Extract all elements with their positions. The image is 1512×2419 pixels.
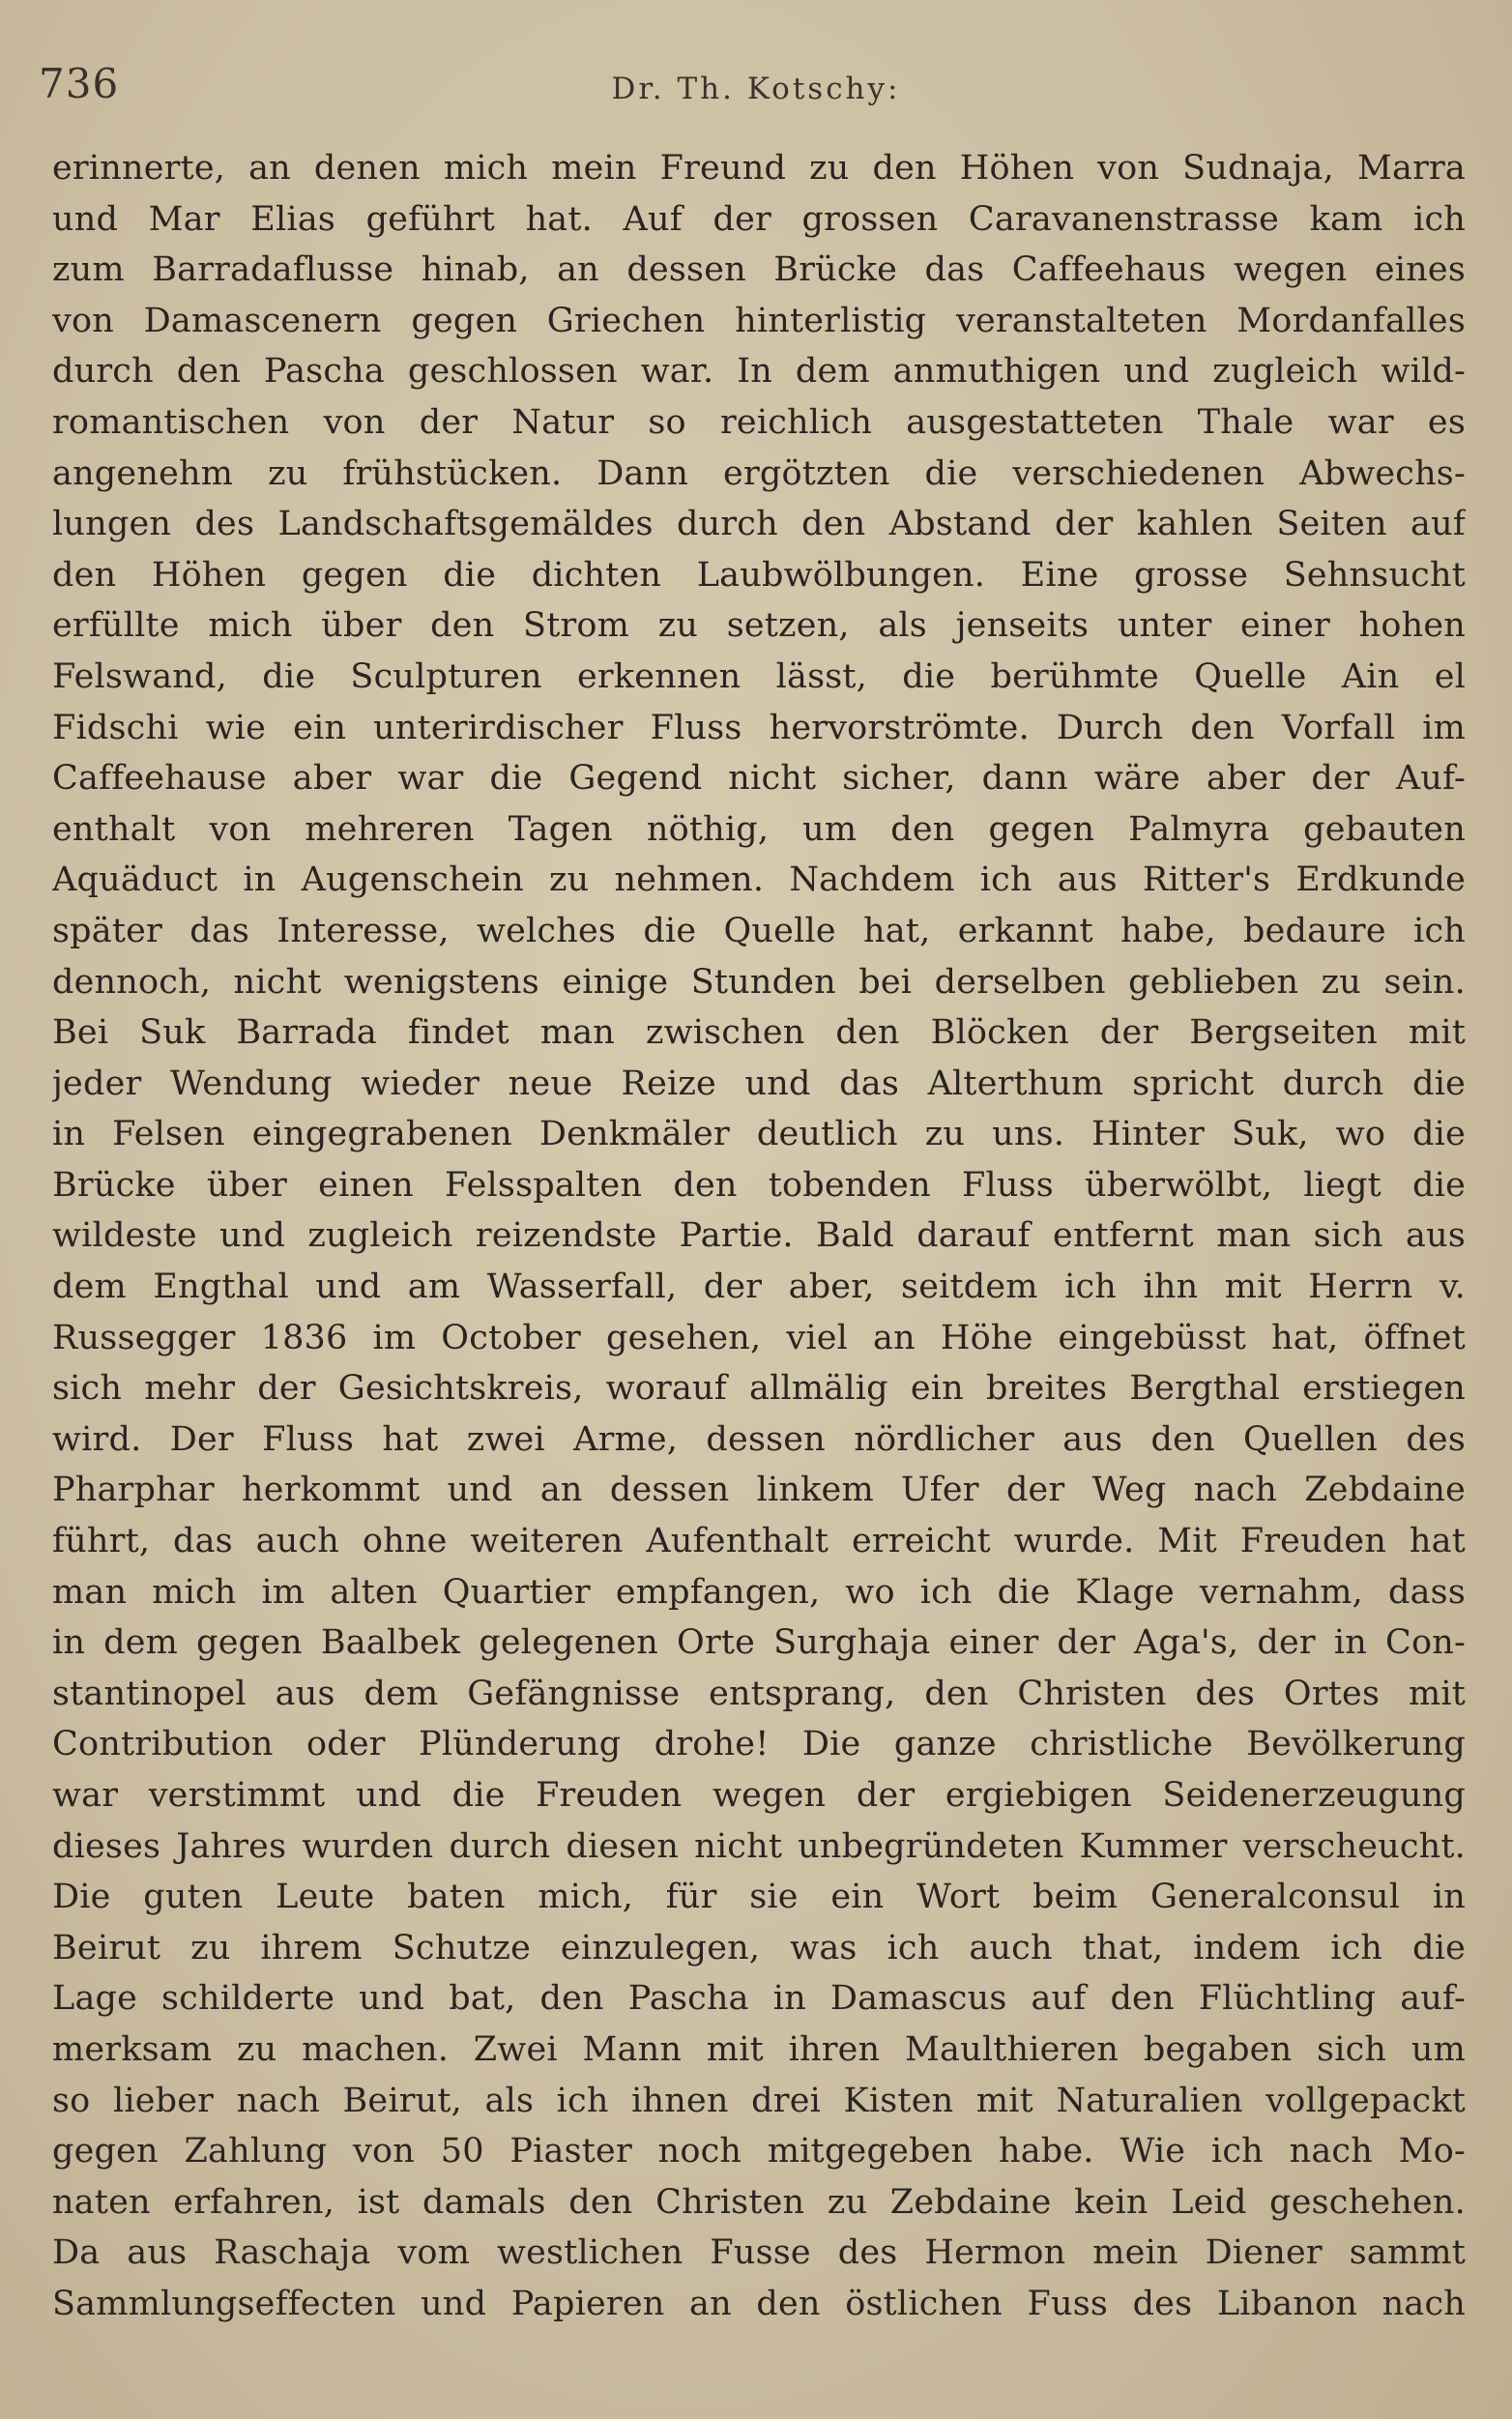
text-line: enthalt von mehreren Tagen nöthig, um den gegen Palmyra gebauten (52, 809, 1466, 849)
text-line: Caffeehause aber war die Gegend nicht sicher, dann wäre aber der Auf- (52, 759, 1466, 799)
text-line: Beirut zu ihrem Schutze einzulegen, was ich auch that, indem ich die (52, 1928, 1466, 1967)
body-text (52, 143, 1466, 2330)
text-line: den Höhen gegen die dichten Laubwölbungen. Eine grosse Sehnsucht (52, 555, 1466, 595)
text-line: Aquäduct in Augenschein zu nehmen. Nachdem ich aus Ritter's Erdkunde (52, 860, 1466, 900)
text-line: in Felsen eingegrabenen Denkmäler deutlich zu uns. Hinter Suk, wo die (52, 1115, 1466, 1154)
text-line: von Damascenern gegen Griechen hinterlistig veranstalteten Mordanfalles (52, 301, 1466, 340)
text-line: durch den Pascha geschlossen war. In dem anmuthigen und zugleich wild- (52, 352, 1466, 392)
text-line: Da aus Raschaja vom westlichen Fusse des Hermon mein Diener sammt (52, 2233, 1466, 2273)
text-line: jeder Wendung wieder neue Reize und das Alterthum spricht durch die (52, 1064, 1466, 1103)
running-head: Dr. Th. Kotschy: (611, 72, 901, 106)
text-line: merksam zu machen. Zwei Mann mit ihren Maulthieren begaben sich um (52, 2029, 1466, 2069)
text-line: Brücke über einen Felsspalten den tobenden Fluss überwölbt, liegt die (52, 1165, 1466, 1205)
text-line: Fidschi wie ein unterirdischer Fluss hervorströmte. Durch den Vorfall im (52, 708, 1466, 747)
text-line: Russegger 1836 im October gesehen, viel an Höhe eingebüsst hat, öffnet (52, 1318, 1466, 1357)
text-line: Pharphar herkommt und an dessen linkem Ufer der Weg nach Zebdaine (52, 1471, 1466, 1510)
text-line: wildeste und zugleich reizendste Partie. Bald darauf entfernt man sich aus (52, 1216, 1466, 1256)
text-line: Contribution oder Plünderung drohe! Die ganze christliche Bevölkerung (52, 1725, 1466, 1764)
text-line: dieses Jahres wurden durch diesen nicht unbegründeten Kummer verscheucht. (52, 1826, 1466, 1866)
text-line: Bei Suk Barrada findet man zwischen den Blöcken der Bergseiten mit (52, 1013, 1466, 1053)
text-line: romantischen von der Natur so reichlich ausgestatteten Thale war es (52, 402, 1466, 442)
text-line: stantinopel aus dem Gefängnisse entsprang, den Christen des Ortes mit (52, 1674, 1466, 1713)
text-line: später das Interesse, welches die Quelle hat, erkannt habe, bedaure ich (52, 911, 1466, 950)
text-line: Felswand, die Sculpturen erkennen lässt, die berühmte Quelle Ain el (52, 656, 1466, 696)
text-line: zum Barradaflusse hinab, an dessen Brücke das Caffeehaus wegen eines (52, 250, 1466, 290)
text-line: sich mehr der Gesichtskreis, worauf allmälig ein breites Bergthal erstiegen (52, 1369, 1466, 1409)
text-line: Lage schilderte und bat, den Pascha in Damascus auf den Flüchtling auf- (52, 1979, 1466, 2019)
text-line: führt, das auch ohne weiteren Aufenthalt erreicht wurde. Mit Freuden hat (52, 1522, 1466, 1561)
text-line: Die guten Leute baten mich, für sie ein Wort beim Generalconsul in (52, 1878, 1466, 1917)
text-line: dennoch, nicht wenigstens einige Stunden bei derselben geblieben zu sein. (52, 962, 1466, 1002)
text-line: erfüllte mich über den Strom zu setzen, als jenseits unter einer hohen (52, 606, 1466, 646)
text-line: lungen des Landschaftsgemäldes durch den Abstand der kahlen Seiten auf (52, 505, 1466, 544)
text-line: erinnerte, an denen mich mein Freund zu den Höhen von Sudnaja, Marra (52, 149, 1466, 188)
text-line: war verstimmt und die Freuden wegen der ergiebigen Seidenerzeugung (52, 1776, 1466, 1815)
text-line: so lieber nach Beirut, als ich ihnen drei Kisten mit Naturalien vollgepackt (52, 2081, 1466, 2120)
text-line: angenehm zu frühstücken. Dann ergötzten die verschiedenen Abwechs- (52, 453, 1466, 493)
text-line: und Mar Elias geführt hat. Auf der grossen Caravanenstrasse kam ich (52, 199, 1466, 239)
text-line: in dem gegen Baalbek gelegenen Orte Surghaja einer der Aga's, der in Con- (52, 1623, 1466, 1663)
text-line: dem Engthal und am Wasserfall, der aber, seitdem ich ihn mit Herrn v. (52, 1268, 1466, 1307)
text-line: gegen Zahlung von 50 Piaster noch mitgegeben habe. Wie ich nach Mo- (52, 2132, 1466, 2171)
text-line: man mich im alten Quartier empfangen, wo ich die Klage vernahm, dass (52, 1572, 1466, 1612)
page-number: 736 (39, 60, 120, 107)
text-line: Sammlungseffecten und Papieren an den östlichen Fuss des Libanon nach (52, 2284, 1466, 2323)
text-line: wird. Der Fluss hat zwei Arme, dessen nördlicher aus den Quellen des (52, 1419, 1466, 1459)
text-line: naten erfahren, ist damals den Christen zu Zebdaine kein Leid geschehen. (52, 2182, 1466, 2222)
